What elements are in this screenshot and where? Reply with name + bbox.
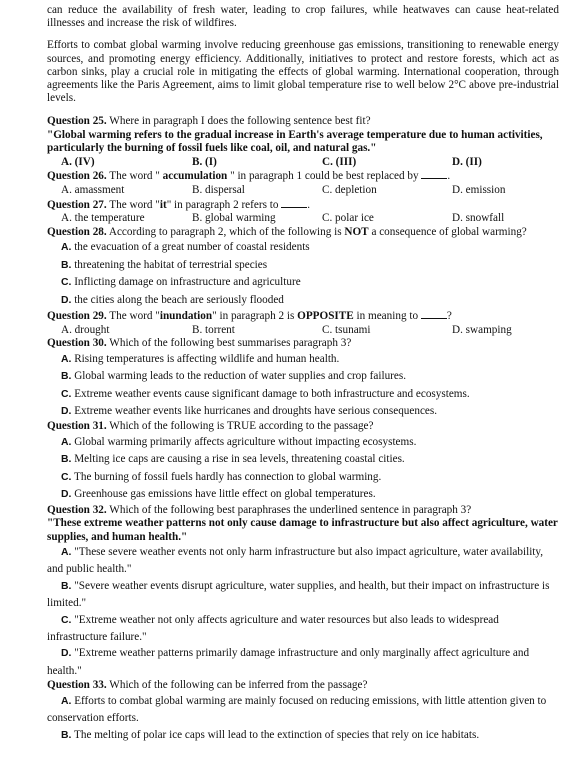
question-label: Question 30. xyxy=(47,337,107,350)
highlighted-word: inundation xyxy=(159,310,213,323)
question-label: Question 27. xyxy=(47,198,107,211)
option-d[interactable]: D. (II) xyxy=(452,155,482,168)
option-c[interactable]: C. depletion xyxy=(322,184,377,197)
paragraph-continuation: can reduce the availability of fresh water, leading to crop failures, while heatwaves can cause heat-related illnesses and increase the risk of wildfires. xyxy=(47,4,559,30)
option-b[interactable]: B. global warming xyxy=(192,212,276,225)
option-d[interactable]: D. "Extreme weather patterns primarily damage infrastructure and only marginally affect agriculture and health." xyxy=(47,647,530,677)
question-label: Question 26. xyxy=(47,170,107,183)
question-32 xyxy=(47,504,559,680)
question-30 xyxy=(47,337,559,420)
question-text: Which of the following is TRUE according to the passage? xyxy=(109,420,374,433)
paragraph-efforts: Efforts to combat global warming involve reducing greenhouse gas emissions, transitioning to renewable energy sources, and promoting energy efficiency. Additionally, initiatives to protect and restore forests, which act as carbon sinks, play a crucial role in mitigating the effects of global warming. International cooperation, through agreements like the Paris Agreement, aims to limit global temperature rise to well below 2°C above pre-industrial levels. xyxy=(47,39,559,105)
question-label: Question 25. xyxy=(47,115,107,128)
option-a[interactable]: A. Rising temperatures is affecting wildlife and human health. xyxy=(61,352,340,365)
option-d[interactable]: D. the cities along the beach are seriously flooded xyxy=(61,293,284,306)
question-text: Which of the following best summarises paragraph 3? xyxy=(109,337,352,350)
options-row xyxy=(47,324,559,338)
question-26: Question 26. The word " accumulation " in paragraph 1 could be best replaced by . A. amassment B. dispersal C. depletion D. emission xyxy=(47,169,559,197)
option-b[interactable]: B. "Severe weather events disrupt agriculture, water supplies, and health, but their impact on infrastructure is limited." xyxy=(47,579,550,610)
question-quote: "Global warming refers to the gradual increase in Earth's average temperature due to human activities, particularly the burning of fossil fuels like coal, oil, and natural gas." xyxy=(47,129,543,155)
question-quote: "These extreme weather patterns not only cause damage to infrastructure but also affect agriculture, water supplies, and human health." xyxy=(47,517,558,543)
option-b[interactable]: B. Melting ice caps are causing a rise in sea levels, threatening coastal cities. xyxy=(61,453,405,466)
option-b[interactable]: B. (I) xyxy=(192,155,217,168)
option-a[interactable]: A. the evacuation of a great number of coastal residents xyxy=(61,241,310,254)
question-text: Which of the following best paraphrases the underlined sentence in paragraph 3? xyxy=(109,503,472,516)
question-label: Question 31. xyxy=(47,420,107,433)
option-d[interactable]: D. swamping xyxy=(452,323,512,336)
option-b[interactable]: B. Global warming leads to the reduction of water supplies and crop failures. xyxy=(61,370,406,383)
option-c[interactable]: C. tsunami xyxy=(322,323,371,336)
option-b[interactable]: B. dispersal xyxy=(192,184,245,197)
option-b[interactable]: B. torrent xyxy=(192,323,235,336)
question-25 xyxy=(47,115,559,169)
option-c[interactable]: C. (III) xyxy=(322,155,357,168)
option-a[interactable]: A. "These severe weather events not only harm infrastructure but also impact agriculture, water availability, and public health." xyxy=(47,546,544,576)
question-28: Question 28. According to paragraph 2, which of the following is NOT a consequence of global warming? A. the evacuation of a great number of coastal residents B. threatening the habitat of terrestrial species C. Inflicting damage on infrastructure and agriculture D. the cities along the beach are seriously flooded xyxy=(47,226,559,309)
option-a[interactable]: A. Efforts to combat global warming are mainly focused on reducing emissions, with little attention given to conservation efforts. xyxy=(47,694,547,725)
highlighted-word-2: OPPOSITE xyxy=(297,310,354,323)
option-a[interactable]: A. Global warming primarily affects agriculture without impacting ecosystems. xyxy=(61,436,417,449)
highlighted-word: accumulation xyxy=(159,170,231,183)
options-row xyxy=(47,184,559,198)
option-b[interactable]: B. threatening the habitat of terrestrial species xyxy=(61,258,268,271)
question-text: Which of the following can be inferred from the passage? xyxy=(109,679,368,692)
option-d[interactable]: D. snowfall xyxy=(452,212,505,225)
answer-blank xyxy=(281,198,307,208)
question-31 xyxy=(47,420,559,503)
answer-blank xyxy=(421,309,447,319)
option-d[interactable]: D. Greenhouse gas emissions have little effect on global temperatures. xyxy=(61,488,376,501)
question-33 xyxy=(47,679,559,744)
options-row xyxy=(47,212,559,226)
options-row xyxy=(47,156,559,170)
option-a[interactable]: A. the temperature xyxy=(61,212,145,225)
question-text: Where in paragraph I does the following sentence best fit? xyxy=(109,115,371,128)
option-c[interactable]: C. The burning of fossil fuels hardly has connection to global warming. xyxy=(61,470,382,483)
option-a[interactable]: A. drought xyxy=(61,323,110,336)
question-label: Question 33. xyxy=(47,679,107,692)
question-27: Question 27. The word "it" in paragraph 2 refers to . A. the temperature B. global warming C. polar ice D. snowfall xyxy=(47,198,559,226)
question-label: Question 29. xyxy=(47,310,107,323)
highlighted-word: NOT xyxy=(344,225,369,238)
option-c[interactable]: C. Inflicting damage on infrastructure and agriculture xyxy=(61,276,301,289)
option-c[interactable]: C. Extreme weather events cause significant damage to both infrastructure and ecosystems. xyxy=(61,387,470,400)
option-a[interactable]: A. amassment xyxy=(61,184,125,197)
option-a[interactable]: A. (IV) xyxy=(61,155,95,168)
highlighted-word: it xyxy=(159,198,167,211)
option-b[interactable]: B. The melting of polar ice caps will lead to the extinction of species that rely on ice habitats. xyxy=(61,728,480,741)
question-label: Question 28. xyxy=(47,225,107,238)
question-label: Question 32. xyxy=(47,503,107,516)
document-page xyxy=(47,4,559,744)
option-c[interactable]: C. "Extreme weather not only affects agriculture and water resources but also leads to widespread infrastructure failure." xyxy=(47,613,499,644)
option-c[interactable]: C. polar ice xyxy=(322,212,374,225)
option-d[interactable]: D. emission xyxy=(452,184,506,197)
option-d[interactable]: D. Extreme weather events like hurricanes and droughts have serious consequences. xyxy=(61,405,438,418)
answer-blank xyxy=(421,169,447,179)
question-29: Question 29. The word "inundation" in paragraph 2 is OPPOSITE in meaning to ? A. drought B. torrent C. tsunami D. swamping xyxy=(47,309,559,337)
